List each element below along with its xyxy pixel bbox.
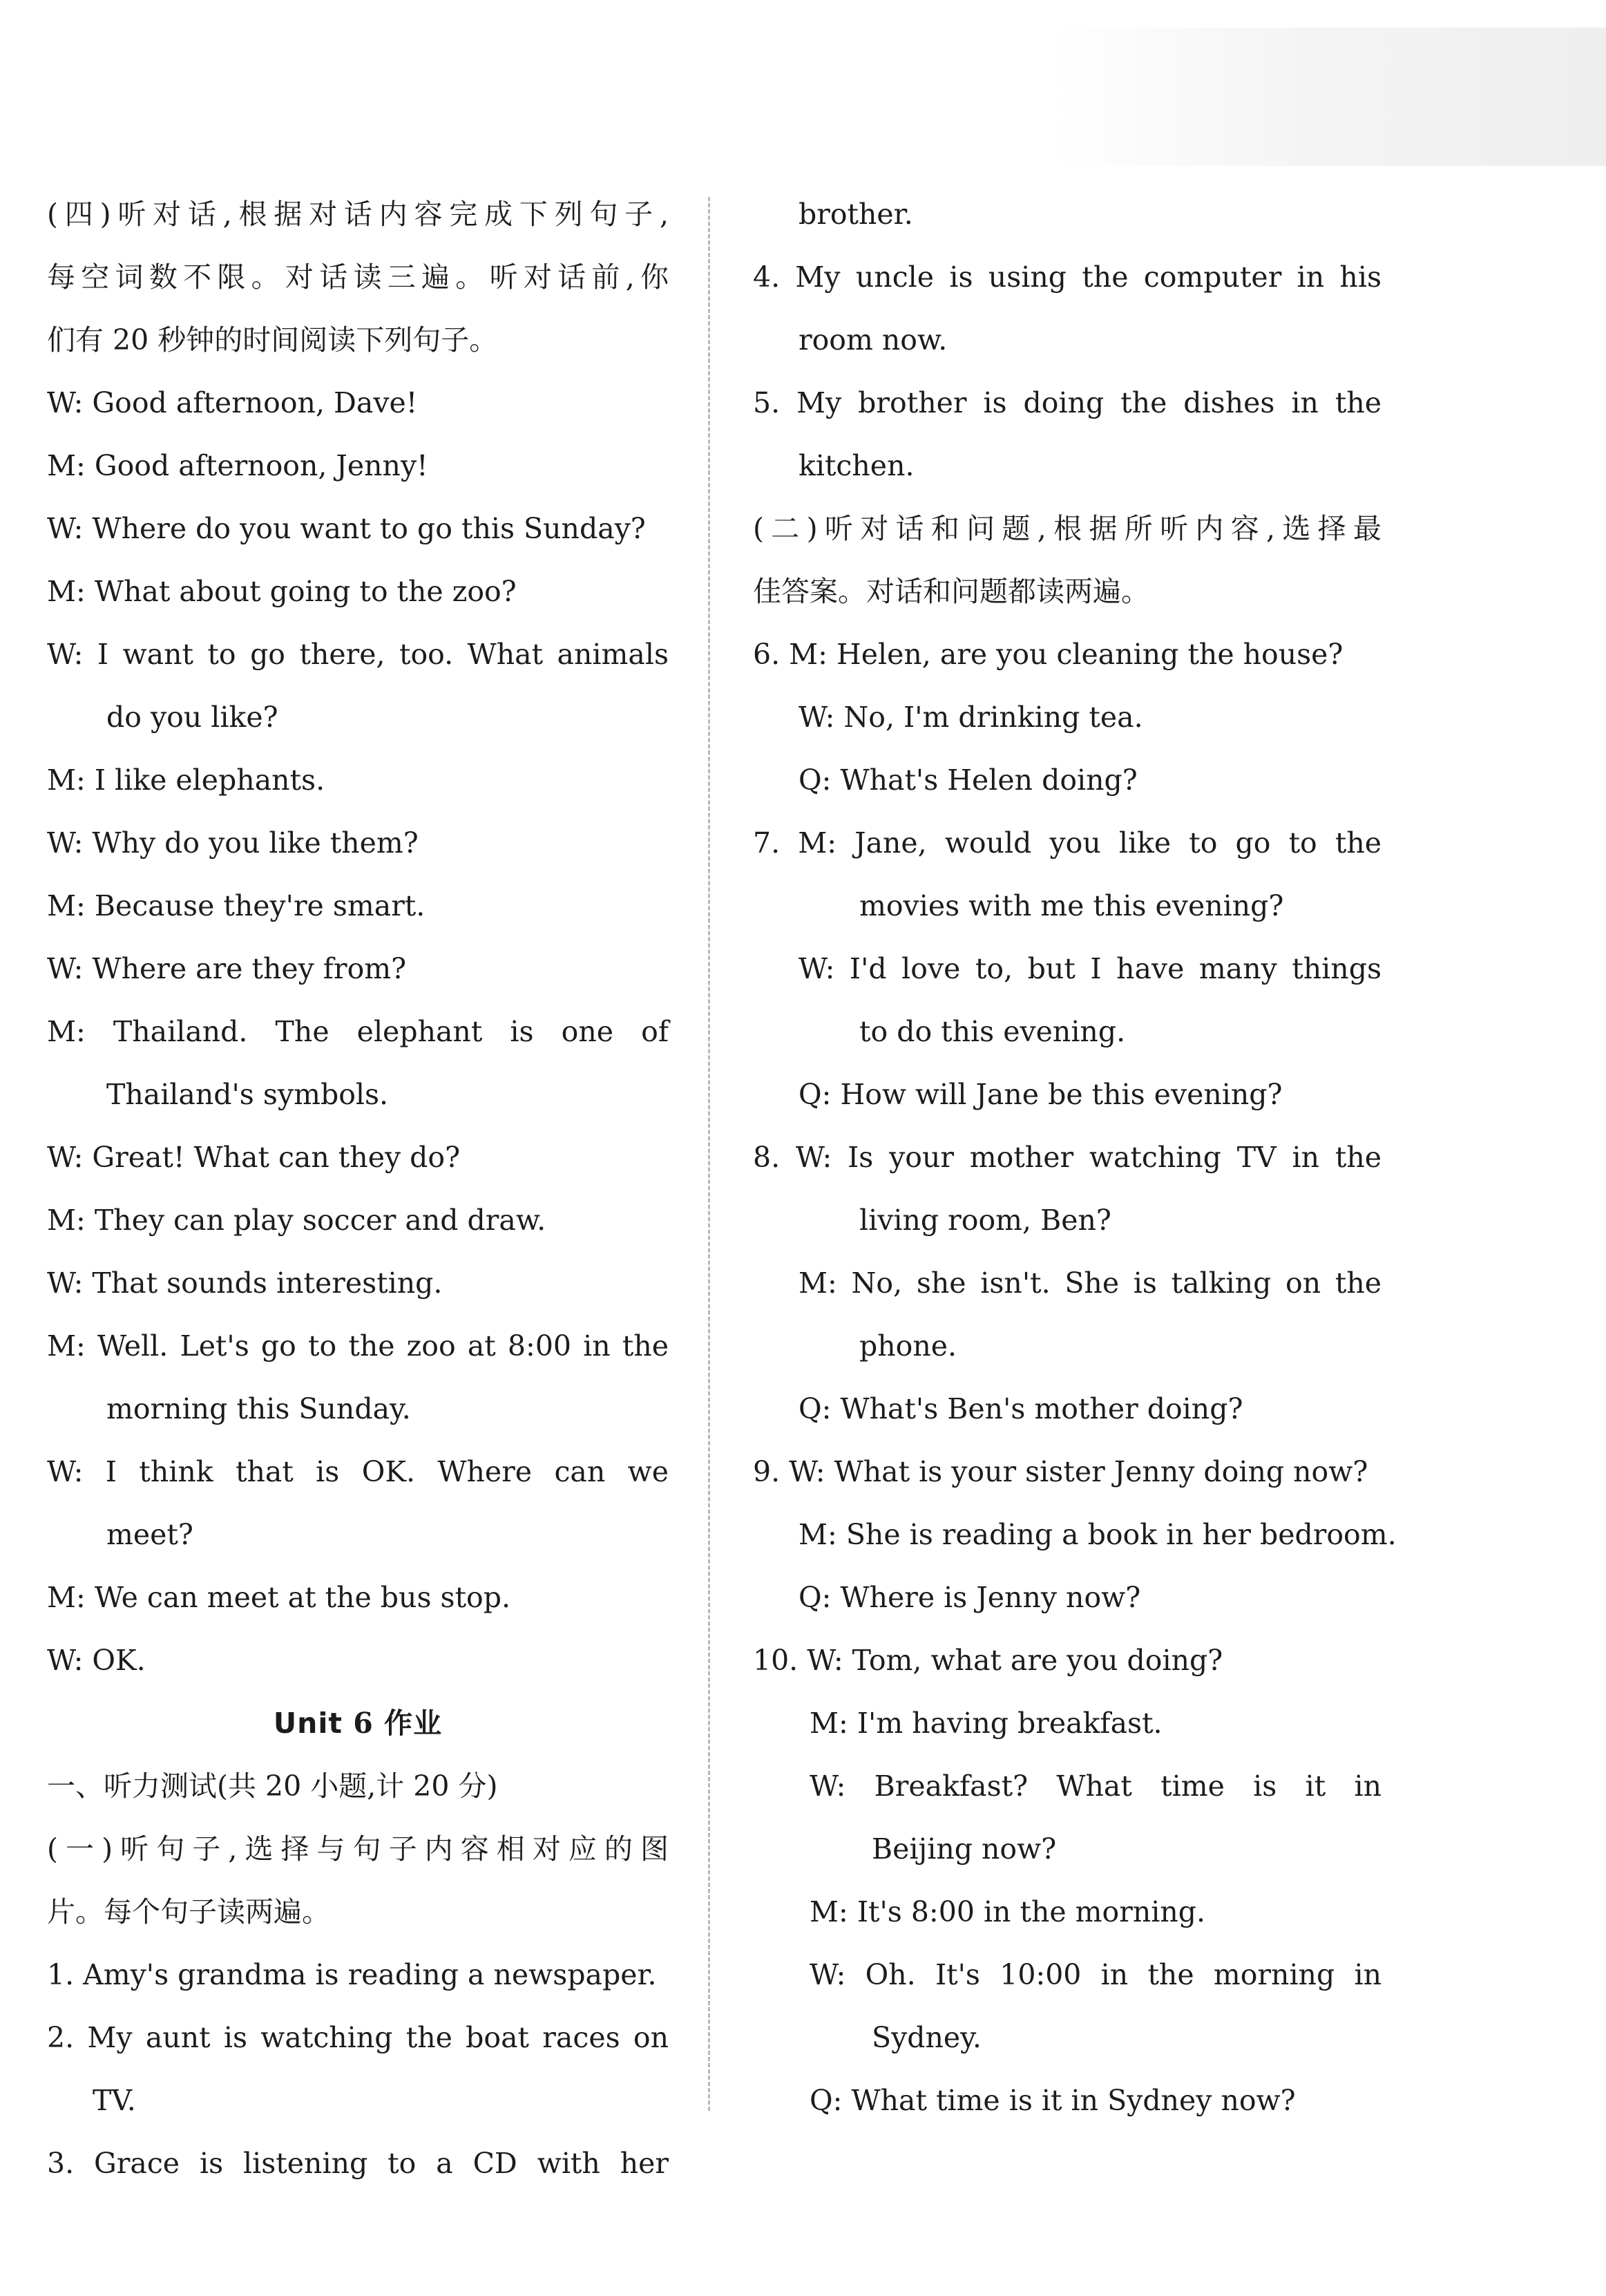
- text-line: W: Oh. It's 10:00 in the morning in: [810, 1958, 1382, 1991]
- text-line: 1. Amy's grandma is reading a newspaper.: [47, 1958, 657, 1991]
- text-line: 佳答案。对话和问题都读两遍。: [753, 575, 1149, 608]
- text-line: kitchen.: [799, 449, 915, 482]
- text-line: meet?: [106, 1518, 193, 1551]
- text-line: W: I think that is OK. Where can we: [47, 1455, 669, 1488]
- text-line: Sydney.: [872, 2021, 982, 2054]
- text-line: 7. M: Jane, would you like to go to the: [753, 826, 1382, 860]
- right-column: [753, 183, 1397, 2118]
- text-line: W: Breakfast? What time is it in: [810, 1770, 1382, 1803]
- text-line: 4. My uncle is using the computer in his: [753, 260, 1382, 294]
- text-line: Q: What's Ben's mother doing?: [799, 1392, 1243, 1425]
- text-line: 们有 20 秒钟的时间阅读下列句子。: [47, 323, 498, 357]
- text-line: 8. W: Is your mother watching TV in the: [753, 1141, 1382, 1174]
- text-line: M: We can meet at the bus stop.: [47, 1581, 511, 1614]
- text-line: W: OK.: [47, 1644, 146, 1677]
- text-line: 3. Grace is listening to a CD with her: [47, 2147, 669, 2180]
- text-line: morning this Sunday.: [106, 1392, 411, 1425]
- left-lines-after: [47, 1755, 669, 2195]
- text-line: Q: What's Helen doing?: [799, 763, 1138, 797]
- text-line: to do this evening.: [859, 1015, 1126, 1048]
- text-line: living room, Ben?: [859, 1204, 1111, 1237]
- text-line: (一)听句子,选择与句子内容相对应的图: [47, 1832, 669, 1866]
- text-line: Beijing now?: [872, 1832, 1057, 1866]
- text-line: W: I want to go there, too. What animals: [47, 638, 669, 671]
- column-divider: [708, 197, 710, 2111]
- text-line: M: Because they're smart.: [47, 889, 426, 922]
- text-line: M: Thailand. The elephant is one of: [47, 1015, 669, 1048]
- text-line: M: She is reading a book in her bedroom.: [799, 1518, 1397, 1551]
- text-line: Q: What time is it in Sydney now?: [810, 2084, 1296, 2117]
- text-line: 10. W: Tom, what are you doing?: [753, 1644, 1223, 1677]
- text-line: (四)听对话,根据对话内容完成下列句子,: [47, 198, 669, 231]
- text-line: M: No, she isn't. She is talking on the: [799, 1266, 1382, 1300]
- text-line: W: No, I'm drinking tea.: [799, 701, 1143, 734]
- text-line: 6. M: Helen, are you cleaning the house?: [753, 638, 1344, 671]
- text-line: Thailand's symbols.: [106, 1078, 389, 1111]
- scan-shadow: [1053, 28, 1606, 166]
- unit-number: 6: [353, 1707, 374, 1740]
- text-line: M: They can play soccer and draw.: [47, 1204, 546, 1237]
- text-line: (二)听对话和问题,根据所听内容,选择最: [753, 512, 1382, 545]
- text-line: M: I like elephants.: [47, 763, 325, 797]
- text-line: M: What about going to the zoo?: [47, 575, 517, 608]
- unit-label: Unit: [273, 1707, 343, 1740]
- text-line: W: I'd love to, but I have many things: [799, 952, 1382, 985]
- left-lines: [47, 183, 669, 1692]
- text-line: M: Well. Let's go to the zoo at 8:00 in the: [47, 1329, 669, 1363]
- text-line: W: Where do you want to go this Sunday?: [47, 512, 646, 545]
- text-line: W: Good afternoon, Dave!: [47, 386, 418, 419]
- unit-heading: [47, 1692, 669, 1755]
- left-column: [47, 183, 669, 2180]
- text-line: M: It's 8:00 in the morning.: [810, 1895, 1206, 1928]
- text-line: W: That sounds interesting.: [47, 1266, 443, 1300]
- text-line: movies with me this evening?: [859, 889, 1284, 922]
- text-line: 每空词数不限。对话读三遍。听对话前,你: [47, 260, 669, 294]
- text-line: 2. My aunt is watching the boat races on: [47, 2021, 669, 2054]
- text-line: Q: Where is Jenny now?: [799, 1581, 1141, 1614]
- text-line: 9. W: What is your sister Jenny doing now?: [753, 1455, 1368, 1488]
- text-line: W: Great! What can they do?: [47, 1141, 461, 1174]
- text-line: M: I'm having breakfast.: [810, 1707, 1163, 1740]
- text-line: 5. My brother is doing the dishes in the: [753, 386, 1382, 419]
- text-line: do you like?: [106, 701, 278, 734]
- text-line: room now.: [799, 323, 948, 357]
- text-line: 片。每个句子读两遍。: [47, 1895, 330, 1928]
- text-line: TV.: [93, 2084, 136, 2117]
- text-line: W: Where are they from?: [47, 952, 407, 985]
- text-line: M: Good afternoon, Jenny!: [47, 449, 428, 482]
- unit-suffix: 作业: [384, 1707, 443, 1740]
- text-line: W: Why do you like them?: [47, 826, 419, 860]
- text-line: brother.: [799, 198, 913, 231]
- text-line: 一、听力测试(共 20 小题,计 20 分): [47, 1770, 498, 1803]
- right-lines: [753, 183, 1397, 2132]
- text-line: Q: How will Jane be this evening?: [799, 1078, 1283, 1111]
- text-line: phone.: [859, 1329, 957, 1363]
